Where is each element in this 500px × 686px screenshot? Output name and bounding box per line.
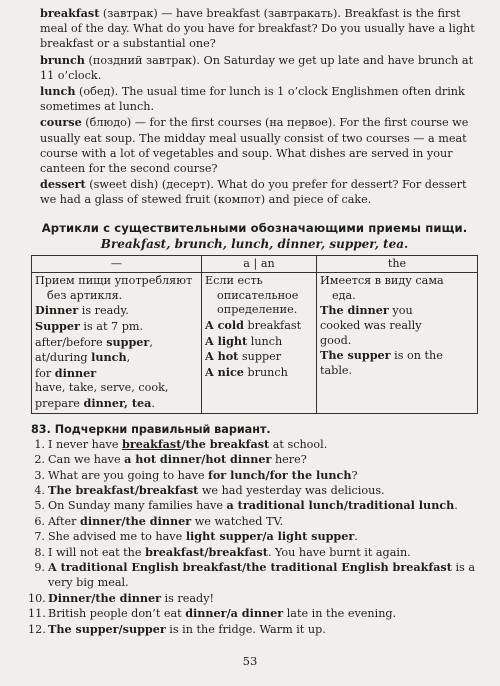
list-item: 7. She advised me to have light supper/a light supper. <box>34 529 358 544</box>
page-number: 53 <box>242 654 258 668</box>
definition-course: course (блюдо) — for the first courses (на первое). For the first course we usually eat soup. The midday meal usually consist of two courses — a meat course with a lot of vegetables and soup. What dishes are served in your canteen for the second course? <box>40 115 469 176</box>
exercise-title: 83. Подчеркни правильный вариант. <box>31 422 271 436</box>
section-heading <box>31 220 478 252</box>
cell-a-an: Если есть описательное определение. A cold breakfast A light lunch A hot supper A nice brunch <box>202 273 317 413</box>
list-item: 1. I never have breakfast/the breakfast at school. <box>34 436 328 451</box>
list-item: 6. After dinner/the dinner we watched TV. <box>34 513 284 528</box>
table-header-row <box>32 255 478 273</box>
list-item: 11. British people don’t eat dinner/a dinner late in the evening. <box>28 606 397 621</box>
definition-brunch: brunch (поздний завтрак). On Saturday we get up late and have brunch at 11 o’clock. <box>40 52 474 82</box>
header-a-an: a | an <box>202 255 317 273</box>
articles-table <box>31 255 478 414</box>
list-item: 2. Can we have a hot dinner/hot dinner here? <box>34 452 307 467</box>
header-the: the <box>317 255 478 273</box>
cell-the: Имеется в виду сама еда. The dinner you cooked was really good. The supper is on the table. <box>317 273 478 413</box>
exercise-list <box>28 436 478 637</box>
list-item: 9. A traditional English breakfast/the traditional English breakfast is a very big meal. <box>34 560 476 590</box>
heading-line-2: Breakfast, brunch, lunch, dinner, supper, tea. <box>100 236 409 251</box>
definition-dessert: dessert (sweet dish) (десерт). What do you prefer for dessert? For dessert we had a glass of stewed fruit (компот) and piece of cake. <box>40 177 467 207</box>
list-item: 8. I will not eat the breakfast/breakfast. You have burnt it again. <box>34 544 411 559</box>
heading-line-1: Артикли с существительными обозначающими приемы пищи. <box>41 220 468 235</box>
table-row <box>32 273 478 413</box>
list-item: 5. On Sunday many families have a traditional lunch/traditional lunch. <box>34 498 458 513</box>
definition-lunch: lunch (обед). The usual time for lunch is 1 o’clock Englishmen often drink sometimes at lunch. <box>40 84 465 114</box>
list-item: 3. What are you going to have for lunch/for the lunch? <box>34 467 358 482</box>
vocabulary-definitions <box>31 6 478 208</box>
list-item: 10. Dinner/the dinner is ready! <box>28 590 215 605</box>
exercise-83 <box>28 422 478 637</box>
header-no-article: — <box>32 255 202 273</box>
cell-no-article: Прием пищи употребляют без артикля. Dinner is ready. Supper is at 7 pm. after/before supper, at/during lunch, for dinner have, take, serve, cook, prepare dinner, tea. <box>32 273 202 413</box>
list-item: 12. The supper/supper is in the fridge. Warm it up. <box>28 621 326 636</box>
list-item: 4. The breakfast/breakfast we had yesterday was delicious. <box>34 483 385 497</box>
definition-breakfast: breakfast (завтрак) — have breakfast (завтракать). Breakfast is the first meal of the day. What do you have for breakfast? Do you usually have a light breakfast or a substantial one? <box>40 6 475 51</box>
